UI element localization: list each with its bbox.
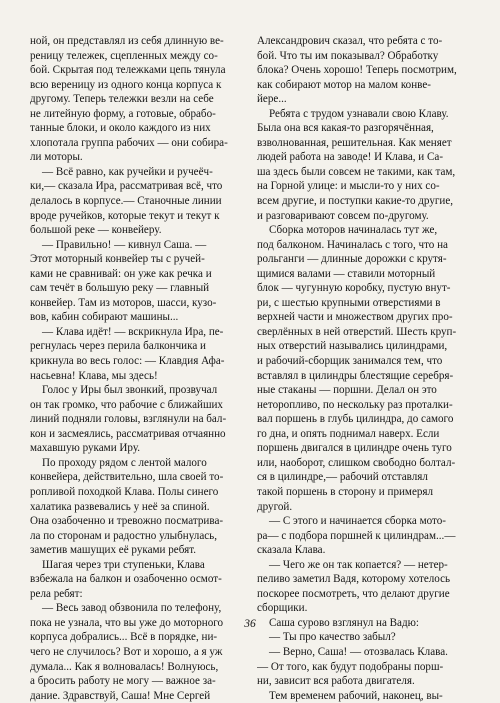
text-line: По проходу рядом с лентой малого xyxy=(42,456,207,469)
text-line: Этот моторный конвейер ты с ручей- xyxy=(30,253,205,266)
text-line: не литейную форму, а готовые, обрабо- xyxy=(30,107,216,120)
text-line: кон и засмеялись, рассматривая отчаянно xyxy=(30,427,226,440)
text-line: — Ты про качество забыл? xyxy=(269,631,396,644)
text-line: — Чего же он так копается? — нетер- xyxy=(269,558,448,571)
text-line: ной, он представлял из себя длинную ве- xyxy=(30,35,224,47)
text-line: ни, зависит вся работа двигателя. xyxy=(257,675,415,688)
text-line: ла по сторонам и радостно улыбнулась, xyxy=(30,529,217,542)
text-line: бой. Скрытая под тележками цепь тянула xyxy=(30,64,226,77)
text-line: линий подняли головы, взглянули на бал- xyxy=(30,413,227,426)
text-line: танные блоки, и около каждого из них xyxy=(30,122,211,135)
text-line: как собирают мотор на малом конве- xyxy=(257,78,431,91)
text-line: — Весь завод обзвонила по телефону, xyxy=(42,602,222,615)
text-line: Голос у Иры был звонкий, прозвучал xyxy=(42,384,218,397)
text-line: ками не сравнивай: он уже как речка и xyxy=(30,267,212,280)
text-line: взбежала на балкон и озабоченно осмот- xyxy=(30,573,222,586)
text-line: ропливой походкой Клава. Полы синего xyxy=(30,485,219,498)
text-line: и рабочий-сборщик занимался тем, что xyxy=(257,355,443,368)
text-line: поскорее посмотреть, что делают другие xyxy=(257,587,450,600)
text-line: большой реке — конвейеру. xyxy=(30,224,162,237)
text-line: вроде ручейков, которые текут и текут к xyxy=(30,209,220,222)
text-line: — От того, как будут подобраны порш- xyxy=(257,660,444,673)
text-line: реницу тележек, сцепленных между со- xyxy=(30,49,218,62)
text-line: пеливо заметил Вадя, которому хотелось xyxy=(257,573,451,586)
text-line: го дна, и опять поднимал наверх. Если xyxy=(257,427,440,440)
text-line: — Правильно! — кивнул Саша. — xyxy=(42,238,207,251)
text-line: ные стаканы — поршни. Делал он это xyxy=(257,384,437,397)
text-line: сказала Клава. xyxy=(257,544,326,557)
text-line: щимися валами — ставили моторный xyxy=(257,267,436,280)
text-line: — С этого и начинается сборка мото- xyxy=(269,515,446,528)
text-line: хлопотала группа рабочих — они собира- xyxy=(30,136,228,149)
text-line: сам течёт в большую реку — главный xyxy=(30,282,210,295)
text-line: бой. Что ты им показывал? Обработку xyxy=(257,49,439,62)
text-line: заметив машущих её руками ребят. xyxy=(30,544,196,557)
text-line: Была она вся какая-то разгорячённая, xyxy=(257,122,434,135)
text-line: — Верно, Саша! — отозвалась Клава. xyxy=(269,645,448,658)
text-column-left xyxy=(30,34,244,703)
text-line: блока? Очень хорошо! Теперь посмотрим, xyxy=(257,64,457,77)
text-line: другому. Теперь тележки везли на себе xyxy=(30,93,214,106)
text-line: людей работа на заводе! И Клава, и Са- xyxy=(257,151,444,164)
text-line: он так громко, что рабочие с ближайших xyxy=(30,398,223,411)
text-line: взволнованная, решительная. Как меняет xyxy=(257,136,452,149)
text-line: махавшую руками Иру. xyxy=(30,442,141,455)
text-line: Тем временем рабочий, наконец, вы- xyxy=(269,689,443,702)
text-line: Саша сурово взглянул на Вадю: xyxy=(269,616,419,629)
text-line: ных отверстий назывались цилиндрами, xyxy=(257,340,448,353)
text-line: Шагая через три ступеньки, Клава xyxy=(42,558,205,571)
text-line: ки,— сказала Ира, рассматривая всё, что xyxy=(30,180,223,193)
text-line: всем другие, и поступки какие-то другие, xyxy=(257,195,454,208)
text-line: Сборка моторов начиналась тут же, xyxy=(269,224,438,237)
text-line: под балконом. Начиналась с того, что на xyxy=(257,238,448,251)
text-line: ра— с подбора поршней к цилиндрам...— xyxy=(257,529,456,542)
text-line: думала... Как я волновалась! Волнуюсь, xyxy=(30,660,219,673)
text-line: верхней части и множеством других про- xyxy=(257,311,453,324)
text-line: Ребята с трудом узнавали свою Клаву. xyxy=(269,107,449,120)
text-line: сборщики. xyxy=(257,602,308,615)
text-line: йере... xyxy=(257,93,287,106)
text-line: другой. xyxy=(257,500,293,513)
text-line: а бросить работу не могу — важное за- xyxy=(30,675,216,688)
text-line: корпуса добрались... Всё в порядке, ни- xyxy=(30,631,218,644)
text-line: конвейер. Там из моторов, шасси, кузо- xyxy=(30,296,217,309)
text-line: делалось в корпусе.— Станочные линии xyxy=(30,195,222,208)
text-line: насьевна! Клава, мы здесь! xyxy=(30,369,158,382)
text-line: или, наоборот, слишком свободно болтал- xyxy=(257,456,456,469)
text-line: и разговаривают совсем по-другому. xyxy=(257,209,429,222)
text-line: ри, с шестью крупными отверстиями в xyxy=(257,296,441,309)
page-number: 36 xyxy=(244,618,256,630)
text-line: конвейера, действительно, шла своей то- xyxy=(30,471,224,484)
text-line: вал поршень в глубь цилиндра, до самого xyxy=(257,413,454,426)
text-line: дание. Здравствуй, Саша! Мне Сергей xyxy=(30,689,211,702)
text-line: ша здесь были совсем не такими, как там, xyxy=(257,165,456,178)
text-line: крикнула во весь голос: — Клавдия Афа- xyxy=(30,355,225,368)
text-line: — Клава идёт! — вскрикнула Ира, пе- xyxy=(42,325,224,338)
text-line: рела ребят: xyxy=(30,587,83,600)
text-line: неторопливо, по нескольку раз проталки- xyxy=(257,398,453,411)
text-line: сверлённых в ней отверстий. Шесть круп- xyxy=(257,325,457,338)
text-line: вставлял в цилиндры блестящие серебря- xyxy=(257,369,454,382)
text-line: регнулась через перила балкончика и xyxy=(30,340,206,353)
text-column-right xyxy=(257,34,471,703)
text-line: блок — чугунную коробку, пустую внут- xyxy=(257,282,451,295)
text-line: вов, кабин собирают машины... xyxy=(30,311,179,324)
text-line: пока не узнала, что вы уже до моторного xyxy=(30,616,224,629)
text-line: чего не случилось? Вот и хорошо, а я уж xyxy=(30,645,223,658)
text-line: халатика развевались у неё за спиной. xyxy=(30,500,210,513)
text-line: рольганги — длинные дорожки с крутя- xyxy=(257,253,447,266)
text-line: поршень двигался в цилиндре очень туго xyxy=(257,442,452,455)
text-line: на Горной улице: и мысли-то у них со- xyxy=(257,180,440,193)
text-line: ли моторы. xyxy=(30,151,83,164)
text-line: всю вереницу из одного конца корпуса к xyxy=(30,78,222,91)
text-line: Она озабоченно и тревожно посматрива- xyxy=(30,515,224,528)
text-line: такой поршень в сторону и примерял xyxy=(257,485,434,498)
text-line: Александрович сказал, что ребята с то- xyxy=(257,35,443,47)
text-line: ся в цилиндре,— рабочий отставлял xyxy=(257,471,428,484)
text-line: — Всё равно, как ручейки и ручеёч- xyxy=(42,165,213,178)
